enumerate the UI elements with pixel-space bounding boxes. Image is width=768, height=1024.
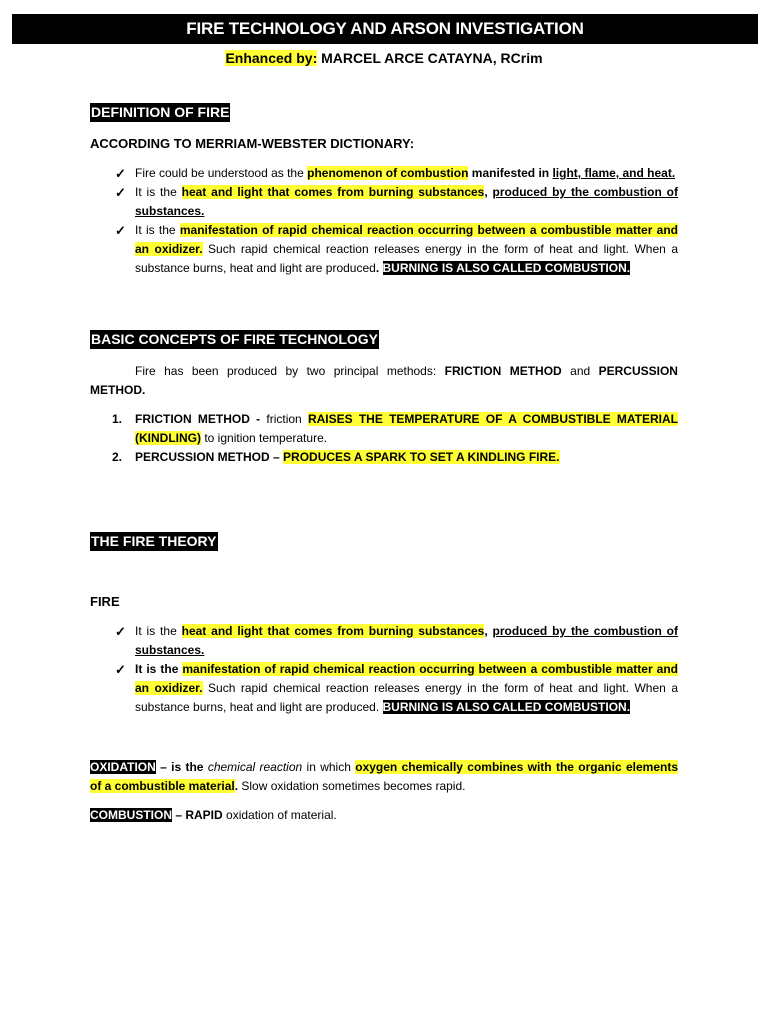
subheading-fire: FIRE	[90, 594, 120, 609]
check-icon: ✓	[115, 185, 126, 200]
definition-bullet-3: ✓ It is the manifestation of rapid chemical reaction occurring between a combustible matter and an oxidizer. Such rapid chemical reaction releases energy in the form of heat and light. When a substance burns, heat and light are produced. BURNING IS ALSO CALLED COMBUSTION.	[115, 223, 678, 275]
oxidation-definition: OXIDATION – is the chemical reaction in which oxygen chemically combines with the organic elements of a combustible material. Slow oxidation sometimes becomes rapid.	[90, 760, 679, 793]
author-line	[0, 50, 768, 66]
theory-bullet-1: ✓ It is the heat and light that comes from burning substances, produced by the combustion of substances.	[115, 624, 678, 657]
author-name: MARCEL ARCE CATAYNA, RCrim	[317, 50, 543, 66]
document-title: FIRE TECHNOLOGY AND ARSON INVESTIGATION	[12, 14, 758, 44]
enhanced-by-label: Enhanced by:	[225, 50, 318, 66]
theory-bullets	[90, 622, 678, 717]
check-icon: ✓	[115, 166, 126, 181]
subheading-merriam-webster: ACCORDING TO MERRIAM-WEBSTER DICTIONARY:	[90, 136, 415, 151]
definition-bullets	[90, 164, 678, 278]
oxidation-term: OXIDATION	[90, 760, 156, 774]
check-icon: ✓	[115, 624, 126, 639]
combustion-definition: COMBUSTION – RAPID oxidation of material.	[90, 808, 337, 822]
definition-bullet-1: ✓ Fire could be understood as the phenomenon of combustion manifested in light, flame, and heat.	[115, 166, 676, 181]
combustion-term: COMBUSTION	[90, 808, 172, 822]
check-icon: ✓	[115, 662, 126, 677]
section-heading-fire-theory: THE FIRE THEORY	[91, 533, 217, 549]
method-item-percussion: 2. PERCUSSION METHOD – PRODUCES A SPARK TO SET A KINDLING FIRE.	[112, 450, 560, 464]
basic-intro: Fire has been produced by two principal methods: FRICTION METHOD and PERCUSSION METHOD.	[90, 364, 678, 397]
definition-bullet-2: ✓ It is the heat and light that comes from burning substances, produced by the combustion of substances.	[115, 185, 678, 218]
method-item-friction: 1. FRICTION METHOD - friction RAISES THE TEMPERATURE OF A COMBUSTIBLE MATERIAL (KINDLING) to ignition temperature.	[112, 412, 678, 445]
theory-bullet-2: ✓ It is the manifestation of rapid chemical reaction occurring between a combustible matter and an oxidizer. Such rapid chemical reaction releases energy in the form of heat and light. When a substance burns, heat and light are produced. BURNING IS ALSO CALLED COMBUSTION.	[115, 662, 678, 714]
methods-list	[90, 410, 678, 467]
section-heading-definition: DEFINITION OF FIRE	[91, 104, 230, 120]
check-icon: ✓	[115, 223, 126, 238]
section-heading-basic-concepts: BASIC CONCEPTS OF FIRE TECHNOLOGY	[91, 331, 379, 347]
